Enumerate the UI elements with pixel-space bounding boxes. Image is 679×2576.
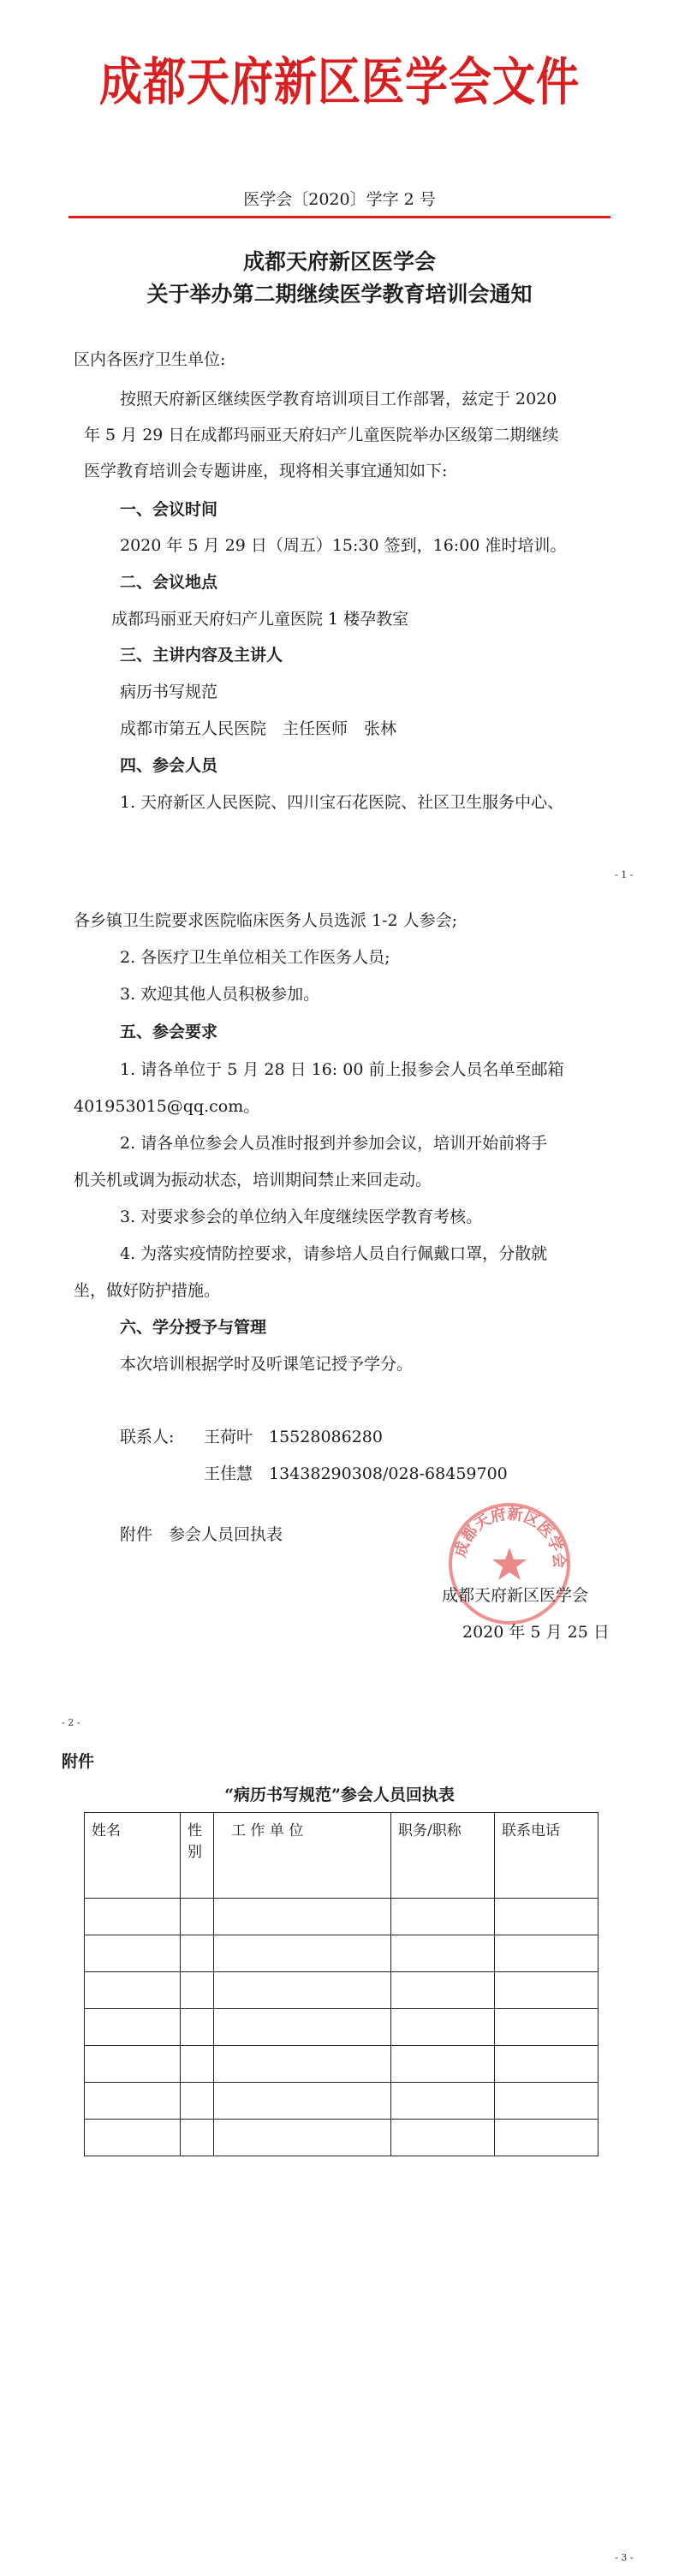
lecture-topic: 病历书写规范 [120, 683, 218, 701]
section-heading-topic: 三、主讲内容及主讲人 [120, 646, 283, 665]
section-heading-venue: 二、会议地点 [120, 573, 218, 592]
section-heading-time: 一、会议时间 [120, 500, 218, 519]
table-cell[interactable] [391, 1935, 495, 1972]
attachment-reference: 附件 参会人员回执表 [120, 1525, 283, 1544]
page-number: - 2 - [62, 1717, 80, 1728]
attendees-item: 1. 天府新区人民医院、四川宝石花医院、社区卫生服务中心、 [120, 793, 564, 812]
table-cell[interactable] [495, 2046, 599, 2083]
table-cell[interactable] [85, 1899, 181, 1935]
intro-line: 医学教育培训会专题讲座，现将相关事宜通知如下: [84, 462, 448, 480]
table-cell[interactable] [391, 2046, 495, 2083]
document-number: 医学会〔2020〕学字 2 号 [243, 190, 436, 209]
column-header-position: 职务/职称 [391, 1813, 495, 1899]
attachment-label: 附件 [62, 1752, 95, 1771]
table-cell[interactable] [181, 1935, 214, 1972]
contact-person: 王佳慧 13438290308/028-68459700 [204, 1464, 508, 1483]
table-cell[interactable] [495, 1935, 599, 1972]
credits-text: 本次培训根据学时及听课笔记授予学分。 [120, 1355, 414, 1374]
lecture-speaker: 成都市第五人民医院 主任医师 张林 [120, 719, 397, 738]
meeting-time: 2020 年 5 月 29 日（周五）15:30 签到，16:00 准时培训。 [120, 536, 567, 555]
column-header-name: 姓名 [85, 1813, 181, 1899]
page-number: - 3 - [615, 2552, 634, 2563]
attendees-item: 2. 各医疗卫生单位相关工作医务人员; [120, 948, 390, 967]
table-cell[interactable] [214, 2083, 391, 2120]
table-cell[interactable] [85, 2009, 181, 2046]
table-cell[interactable] [181, 2009, 214, 2046]
table-cell[interactable] [495, 2009, 599, 2046]
table-cell[interactable] [391, 1972, 495, 2009]
red-divider-line [68, 216, 611, 218]
requirement-item: 2. 请各单位参会人员准时报到并参加会议，培训开始前将手 [120, 1134, 548, 1153]
table-cell[interactable] [214, 2120, 391, 2156]
table-cell[interactable] [181, 2046, 214, 2083]
table-row [85, 1972, 599, 2009]
table-cell[interactable] [495, 2120, 599, 2156]
section-heading-attendees: 四、参会人员 [120, 756, 218, 775]
table-cell[interactable] [495, 1899, 599, 1935]
requirement-item: 401953015@qq.com。 [74, 1097, 260, 1116]
column-header-workplace: 工 作 单 位 [214, 1813, 391, 1899]
table-cell[interactable] [181, 1899, 214, 1935]
signing-organization: 成都天府新区医学会 [442, 1586, 589, 1605]
table-cell[interactable] [85, 2046, 181, 2083]
requirement-item: 3. 对要求参会的单位纳入年度继续医学教育考核。 [120, 1208, 483, 1226]
table-cell[interactable] [181, 2120, 214, 2156]
attachment-table-title: “病历书写规范”参会人员回执表 [224, 1786, 455, 1804]
table-cell[interactable] [214, 2046, 391, 2083]
reply-form-table [84, 1812, 599, 2156]
seal-text: 成都天府新区医学会 [451, 1505, 569, 1569]
section-heading-credits: 六、学分授予与管理 [120, 1318, 267, 1337]
attendees-item: 3. 欢迎其他人员积极参加。 [120, 985, 320, 1004]
table-cell[interactable] [391, 2009, 495, 2046]
table-cell[interactable] [391, 2120, 495, 2156]
table-row [85, 2046, 599, 2083]
salutation: 区内各医疗卫生单位: [74, 350, 226, 369]
table-cell[interactable] [85, 1972, 181, 2009]
column-header-phone: 联系电话 [495, 1813, 599, 1899]
section-heading-requirements: 五、参会要求 [120, 1023, 218, 1041]
table-cell[interactable] [391, 2083, 495, 2120]
table-cell[interactable] [214, 1935, 391, 1972]
table-cell[interactable] [181, 1972, 214, 2009]
signing-date: 2020 年 5 月 25 日 [462, 1623, 610, 1642]
column-header-gender: 性别 [181, 1813, 214, 1899]
table-row [85, 2120, 599, 2156]
table-cell[interactable] [495, 2083, 599, 2120]
table-cell[interactable] [495, 1972, 599, 2009]
table-row [85, 2009, 599, 2046]
page-number: - 1 - [615, 869, 634, 880]
table-cell[interactable] [85, 1935, 181, 1972]
contact-label: 联系人: [120, 1428, 175, 1446]
table-cell[interactable] [181, 2083, 214, 2120]
requirement-item: 1. 请各单位于 5 月 28 日 16: 00 前上报参会人员名单至邮箱 [120, 1060, 564, 1079]
notice-title-line1: 成都天府新区医学会 [242, 249, 436, 274]
seal-star-icon [492, 1547, 527, 1580]
intro-line: 年 5 月 29 日在成都玛丽亚天府妇产儿童医院举办区级第二期继续 [84, 426, 559, 444]
official-seal [449, 1503, 570, 1625]
requirement-item: 坐，做好防护措施。 [74, 1281, 221, 1300]
table-cell[interactable] [214, 1899, 391, 1935]
table-cell[interactable] [214, 1972, 391, 2009]
table-cell[interactable] [391, 1899, 495, 1935]
table-cell[interactable] [214, 2009, 391, 2046]
contact-person: 王荷叶 15528086280 [204, 1428, 383, 1446]
requirement-item: 机关机或调为振动状态，培训期间禁止来回走动。 [74, 1171, 432, 1190]
document-header-title: 成都天府新区医学会文件 [99, 51, 580, 112]
notice-title-line2: 关于举办第二期继续医学教育培训会通知 [146, 282, 533, 307]
table-cell[interactable] [85, 2120, 181, 2156]
table-row [85, 1899, 599, 1935]
meeting-venue: 成都玛丽亚天府妇产儿童医院 1 楼孕教室 [111, 610, 409, 629]
table-cell[interactable] [85, 2083, 181, 2120]
attendees-item: 各乡镇卫生院要求医院临床医务人员选派 1-2 人参会; [74, 911, 458, 930]
table-row [85, 2083, 599, 2120]
intro-line: 按照天府新区继续医学教育培训项目工作部署，兹定于 2020 [120, 390, 557, 408]
table-row [85, 1935, 599, 1972]
requirement-item: 4. 为落实疫情防控要求，请参培人员自行佩戴口罩，分散就 [120, 1244, 548, 1263]
seal-graphic [449, 1503, 570, 1625]
